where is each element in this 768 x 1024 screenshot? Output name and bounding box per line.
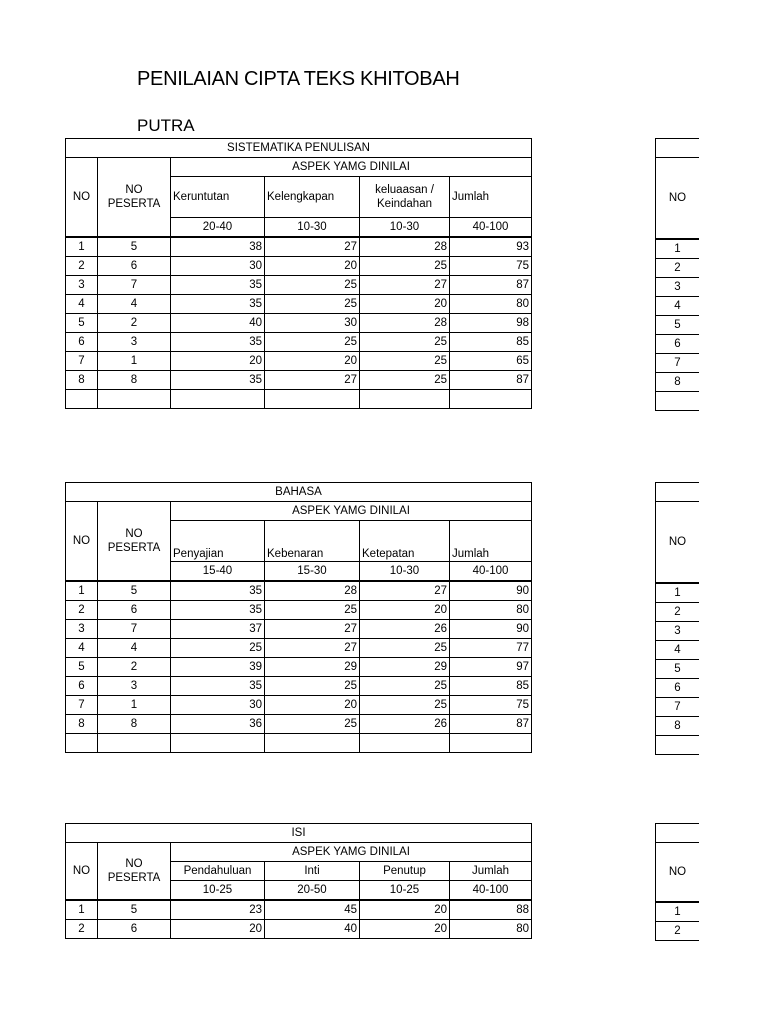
table-row [66,696,532,715]
score-cell: 20 [360,295,450,314]
partial-row-number: 3 [656,278,700,297]
participant-number: 5 [98,237,171,257]
empty-cell [98,734,171,753]
table-row [66,257,532,276]
empty-cell [171,390,265,409]
criteria-header: Pendahuluan [171,862,265,881]
empty-row [66,734,532,753]
score-cell: 93 [450,237,532,257]
empty-cell [66,390,98,409]
table-row [656,698,700,717]
score-cell: 25 [360,639,450,658]
range-cell: 10-30 [360,562,450,582]
empty-cell [265,390,360,409]
empty-row [656,392,700,411]
section-title-row [66,483,532,502]
range-cell: 20-50 [265,881,360,901]
score-cell: 40 [265,920,360,939]
participant-number: 6 [98,920,171,939]
score-cell: 30 [265,314,360,333]
participant-number: 6 [98,257,171,276]
section-title: SISTEMATIKA PENULISAN [66,139,532,158]
table-row [66,715,532,734]
score-cell: 29 [360,658,450,677]
range-cell: 10-30 [265,218,360,238]
col-no-peserta-header: NO PESERTA [98,158,171,238]
empty-cell [450,390,532,409]
empty-row [66,390,532,409]
table-row [66,314,532,333]
participant-number: 3 [98,677,171,696]
score-cell: 35 [171,601,265,620]
table-row [656,660,700,679]
row-number: 1 [66,900,98,920]
score-cell: 20 [265,696,360,715]
participant-number: 7 [98,276,171,295]
partial-row-number: 6 [656,679,700,698]
table-row [656,603,700,622]
partial-row-number: 2 [656,922,700,941]
table-row [656,373,700,392]
range-cell: 20-40 [171,218,265,238]
table-row [66,295,532,314]
participant-number: 1 [98,352,171,371]
score-cell: 25 [360,352,450,371]
range-cell: 40-100 [450,562,532,582]
partial-row-number: 5 [656,660,700,679]
score-cell: 20 [265,352,360,371]
participant-number: 6 [98,601,171,620]
score-cell: 35 [171,295,265,314]
table-row [66,920,532,939]
score-cell: 27 [265,639,360,658]
score-cell: 98 [450,314,532,333]
score-cell: 87 [450,276,532,295]
score-cell: 87 [450,371,532,390]
empty-cell [98,390,171,409]
score-cell: 25 [360,696,450,715]
participant-number: 8 [98,715,171,734]
empty-cell [360,390,450,409]
score-cell: 26 [360,620,450,639]
table-row [656,679,700,698]
partial-table-1 [655,138,699,411]
participant-number: 2 [98,658,171,677]
participant-number: 1 [98,696,171,715]
row-number: 3 [66,276,98,295]
score-cell: 27 [265,237,360,257]
partial-title-row [656,483,700,502]
score-cell: 35 [171,677,265,696]
table-row [656,335,700,354]
criteria-header: Ketepatan [360,521,450,562]
score-cell: 80 [450,601,532,620]
row-number: 7 [66,352,98,371]
row-number: 4 [66,295,98,314]
section-title: ISI [66,824,532,843]
participant-number: 5 [98,900,171,920]
table-row [66,658,532,677]
score-cell: 28 [360,237,450,257]
score-cell: 25 [265,601,360,620]
row-number: 5 [66,314,98,333]
row-number: 2 [66,257,98,276]
table-row [656,259,700,278]
score-cell: 75 [450,696,532,715]
partial-title-cell [656,139,700,158]
partial-header-row [656,843,700,903]
criteria-header: Penutup [360,862,450,881]
score-cell: 97 [450,658,532,677]
range-cell: 40-100 [450,881,532,901]
partial-table-2 [655,482,699,755]
score-cell: 35 [171,333,265,352]
score-cell: 27 [265,371,360,390]
partial-row-number: 5 [656,316,700,335]
partial-row-number: 1 [656,583,700,603]
score-cell: 23 [171,900,265,920]
aspect-header: ASPEK YAMG DINILAI [171,502,532,521]
col-no-peserta-header: NO PESERTA [98,502,171,582]
empty-cell [656,736,700,755]
score-cell: 20 [360,920,450,939]
section-title: BAHASA [66,483,532,502]
row-number: 1 [66,237,98,257]
score-cell: 25 [360,371,450,390]
table-row [66,371,532,390]
range-cell: 10-25 [360,881,450,901]
table-row [656,278,700,297]
score-cell: 40 [171,314,265,333]
score-cell: 20 [171,352,265,371]
table-row [656,354,700,373]
section-title-row [66,824,532,843]
table-row [66,639,532,658]
range-cell: 15-30 [265,562,360,582]
partial-no-header: NO [656,158,700,240]
score-cell: 25 [265,276,360,295]
score-cell: 25 [360,257,450,276]
table-row [656,297,700,316]
row-number: 5 [66,658,98,677]
row-number: 6 [66,333,98,352]
score-cell: 37 [171,620,265,639]
partial-row-number: 3 [656,622,700,641]
partial-row-number: 7 [656,354,700,373]
partial-title-row [656,824,700,843]
col-no-header: NO [66,843,98,901]
range-cell: 15-40 [171,562,265,582]
score-cell: 65 [450,352,532,371]
score-cell: 20 [360,900,450,920]
table-row [66,237,532,257]
participant-number: 8 [98,371,171,390]
row-number: 2 [66,920,98,939]
table-row [66,677,532,696]
empty-cell [265,734,360,753]
range-cell: 40-100 [450,218,532,238]
score-cell: 35 [171,276,265,295]
score-cell: 75 [450,257,532,276]
score-cell: 39 [171,658,265,677]
score-cell: 35 [171,581,265,601]
partial-row-number: 7 [656,698,700,717]
score-cell: 85 [450,677,532,696]
partial-title-cell [656,483,700,502]
section-title-row [66,139,532,158]
score-cell: 20 [265,257,360,276]
participant-number: 7 [98,620,171,639]
participant-number: 4 [98,639,171,658]
row-number: 8 [66,371,98,390]
score-cell: 26 [360,715,450,734]
aspect-row [66,502,532,521]
row-number: 8 [66,715,98,734]
criteria-header: Kebenaran [265,521,360,562]
aspect-header: ASPEK YAMG DINILAI [171,843,532,862]
score-cell: 90 [450,620,532,639]
score-cell: 85 [450,333,532,352]
participant-number: 5 [98,581,171,601]
participant-number: 3 [98,333,171,352]
score-cell: 80 [450,295,532,314]
score-cell: 27 [360,276,450,295]
table-row [66,620,532,639]
criteria-header: Jumlah [450,177,532,218]
partial-row-number: 8 [656,373,700,392]
table-row [656,717,700,736]
partial-row-number: 1 [656,239,700,259]
partial-row-number: 1 [656,902,700,922]
partial-no-header: NO [656,843,700,903]
row-number: 1 [66,581,98,601]
score-cell: 35 [171,371,265,390]
partial-header-row [656,158,700,240]
table-row [656,316,700,335]
col-no-header: NO [66,502,98,582]
criteria-header: Jumlah [450,862,532,881]
range-cell: 10-25 [171,881,265,901]
page-title: PENILAIAN CIPTA TEKS KHITOBAH [137,68,460,90]
score-cell: 28 [265,581,360,601]
participant-number: 2 [98,314,171,333]
partial-row-number: 4 [656,641,700,660]
participant-number: 4 [98,295,171,314]
empty-row [656,736,700,755]
score-cell: 45 [265,900,360,920]
partial-row-number: 8 [656,717,700,736]
criteria-header: keluaasan / Keindahan [360,177,450,218]
table-row [656,622,700,641]
score-cell: 20 [360,601,450,620]
partial-row-number: 2 [656,259,700,278]
score-cell: 88 [450,900,532,920]
aspect-row [66,158,532,177]
col-no-peserta-header: NO PESERTA [98,843,171,901]
row-number: 4 [66,639,98,658]
partial-row-number: 2 [656,603,700,622]
criteria-header: Kelengkapan [265,177,360,218]
score-table-3 [65,823,532,939]
table-row [66,333,532,352]
table-row [66,900,532,920]
score-cell: 38 [171,237,265,257]
empty-cell [171,734,265,753]
empty-cell [656,392,700,411]
score-cell: 30 [171,696,265,715]
score-cell: 25 [265,333,360,352]
col-no-header: NO [66,158,98,238]
empty-cell [66,734,98,753]
score-cell: 25 [360,333,450,352]
partial-no-header: NO [656,502,700,584]
partial-table-3 [655,823,699,941]
score-table-1 [65,138,532,409]
table-row [656,922,700,941]
score-cell: 80 [450,920,532,939]
empty-cell [360,734,450,753]
table-row [66,352,532,371]
score-cell: 20 [171,920,265,939]
partial-row-number: 4 [656,297,700,316]
partial-header-row [656,502,700,584]
table-row [66,276,532,295]
range-cell: 10-30 [360,218,450,238]
table-row [656,583,700,603]
criteria-header: Keruntutan [171,177,265,218]
empty-cell [450,734,532,753]
score-cell: 25 [265,677,360,696]
score-cell: 87 [450,715,532,734]
page-subtitle: PUTRA [137,116,195,135]
score-cell: 36 [171,715,265,734]
score-cell: 27 [360,581,450,601]
table-row [66,581,532,601]
partial-title-row [656,139,700,158]
score-table-2 [65,482,532,753]
score-cell: 90 [450,581,532,601]
row-number: 6 [66,677,98,696]
partial-title-cell [656,824,700,843]
row-number: 2 [66,601,98,620]
table-row [656,902,700,922]
criteria-header: Jumlah [450,521,532,562]
criteria-header: Penyajian [171,521,265,562]
table-row [656,641,700,660]
score-cell: 30 [171,257,265,276]
aspect-row [66,843,532,862]
score-cell: 29 [265,658,360,677]
table-row [66,601,532,620]
score-cell: 27 [265,620,360,639]
criteria-header: Inti [265,862,360,881]
score-cell: 25 [360,677,450,696]
score-cell: 28 [360,314,450,333]
score-cell: 25 [265,715,360,734]
row-number: 3 [66,620,98,639]
score-cell: 25 [265,295,360,314]
table-row [656,239,700,259]
score-cell: 25 [171,639,265,658]
partial-row-number: 6 [656,335,700,354]
row-number: 7 [66,696,98,715]
score-cell: 77 [450,639,532,658]
aspect-header: ASPEK YAMG DINILAI [171,158,532,177]
